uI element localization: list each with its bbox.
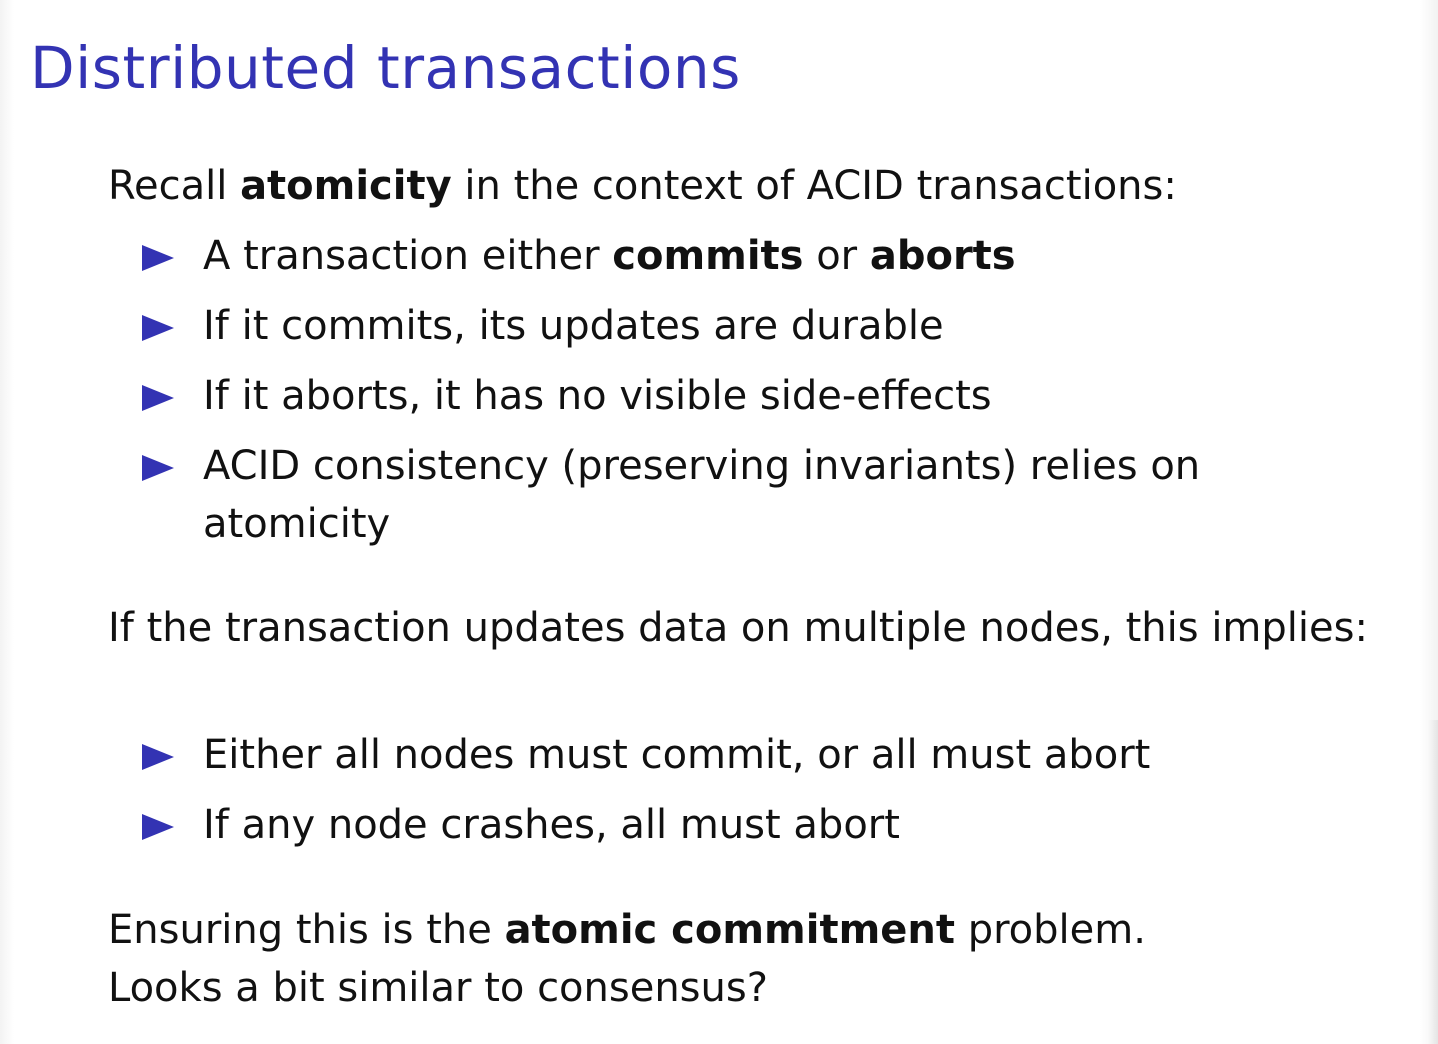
conclusion-line1 [108,901,1146,959]
slide-title: Distributed transactions [30,34,741,102]
implies-paragraph: If the transaction updates data on multiple nodes, this implies: [108,605,1368,651]
intro-text-bold: atomicity [240,163,452,209]
bullet-text-pre: A transaction either [203,233,613,279]
bullet-text-line2: atomicity [203,501,391,547]
intro-text-post: in the context of ACID transactions: [451,163,1177,209]
intro-paragraph [108,157,1177,215]
bullet-text: If it aborts, it has no visible side-effects [203,373,992,419]
conclusion-text-post: problem. [954,907,1146,953]
conclusion-line2: Looks a bit similar to consensus? [108,965,768,1011]
bullet-text-line1: ACID consistency (preserving invariants) relies on [203,443,1201,489]
bullet-text: If it commits, its updates are durable [203,303,944,349]
intro-text-pre: Recall [108,163,241,209]
triangle-right-icon [142,744,174,770]
bullet-text: Either all nodes must commit, or all must abort [203,732,1151,778]
bullet-text-commits: commits [612,233,804,279]
bullet-text-or: or [803,233,870,279]
triangle-right-icon [142,385,174,411]
bullet-text: If any node crashes, all must abort [203,802,900,848]
bullet-text-aborts: aborts [869,233,1016,279]
bullet-text [203,227,1016,285]
triangle-right-icon [142,245,174,271]
conclusion-text-pre: Ensuring this is the [108,907,505,953]
triangle-right-icon [142,455,174,481]
edge-shadow [1428,720,1438,1044]
triangle-right-icon [142,315,174,341]
triangle-right-icon [142,814,174,840]
conclusion-text-bold: atomic commitment [504,907,955,953]
